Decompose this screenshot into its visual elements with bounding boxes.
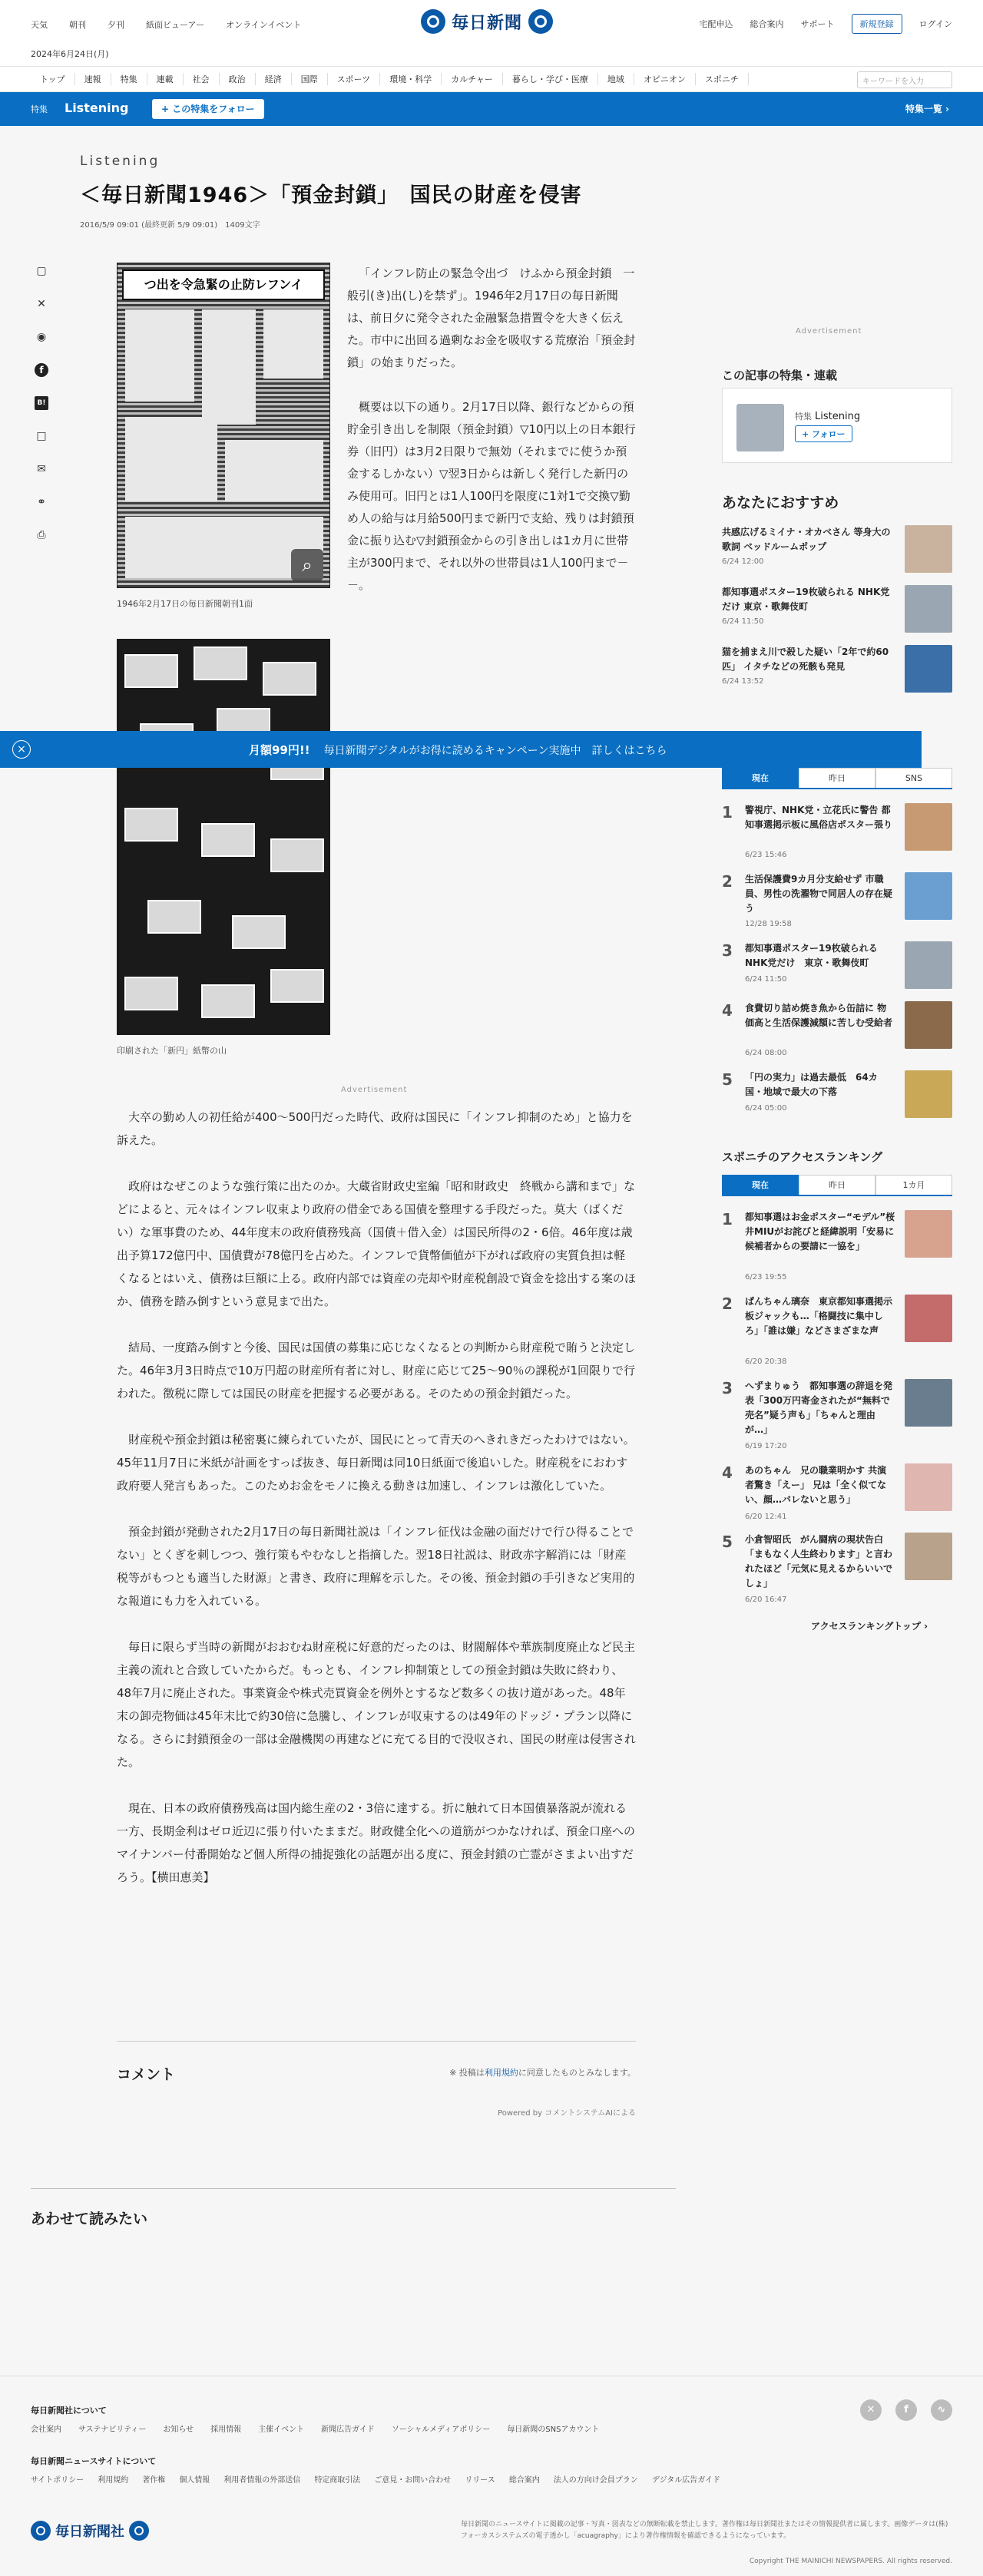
header-link-event[interactable]: オンラインイベント <box>226 20 302 30</box>
footer-link[interactable]: 個人情報 <box>179 2476 210 2485</box>
rank-number: 5 <box>722 1533 733 1551</box>
footer-site-links <box>31 2473 720 2485</box>
nav-item[interactable]: 経済 <box>256 73 292 85</box>
rank-date: 6/24 05:00 <box>745 1104 787 1113</box>
close-icon[interactable]: × <box>12 740 31 759</box>
rank-title: 食費切り詰め焼き魚から缶詰に 物価高と生活保護減額に苦しむ受給者 <box>745 1003 893 1028</box>
footer-link[interactable]: お知らせ <box>163 2426 194 2434</box>
footer-link[interactable]: 利用者情報の外部送信 <box>223 2476 301 2485</box>
recommend-item[interactable] <box>722 645 952 686</box>
footer-about-links <box>31 2422 599 2434</box>
rank-number: 4 <box>722 1001 733 1020</box>
banner-text <box>249 742 667 758</box>
share-column <box>31 264 52 542</box>
footer-link[interactable]: サイトポリシー <box>31 2476 84 2485</box>
sponichi-heading: スポニチのアクセスランキング <box>722 1150 883 1164</box>
nav-item[interactable]: 政治 <box>220 73 256 85</box>
facebook-icon[interactable]: f <box>895 2399 917 2421</box>
link-icon[interactable]: ⚭ <box>37 496 46 508</box>
comment-section <box>117 2041 636 2118</box>
rank-date: 6/23 19:55 <box>745 1273 787 1281</box>
rank-number: 1 <box>722 803 733 822</box>
footer-link[interactable]: 毎日新聞のSNSアカウント <box>507 2426 600 2434</box>
rank-thumbnail <box>905 1463 952 1511</box>
footer-link[interactable]: ソーシャルメディアポリシー <box>391 2426 491 2434</box>
recommend-title: 猫を捕まえ川で殺した疑い「2年で約60匹」 イタチなどの死骸も発見 <box>722 646 889 672</box>
logo-mark-icon <box>421 9 445 34</box>
rank-date: 6/20 16:47 <box>745 1596 787 1604</box>
rank-number: 3 <box>722 1379 733 1397</box>
site-logo[interactable] <box>421 9 553 34</box>
recommend-title: 共感広げるミイナ・オカベさん 等身大の歌詞 ベッドルームポップ <box>722 527 891 552</box>
footer-link[interactable]: 利用規約 <box>98 2476 129 2485</box>
footer-link[interactable]: 採用情報 <box>210 2426 242 2434</box>
article-body <box>117 1106 636 1912</box>
footer-legal: 毎日新聞のニュースサイトに掲載の記事・写真・図表などの無断転載を禁止します。著作権は毎日新聞社またはその情報提供者に属します。画像データは(株)フォーカスシステムズの電子透かし「acuagraphy」により著作権情報を確認できるようになっています。 <box>461 2521 948 2540</box>
footer-logo[interactable] <box>31 2521 149 2541</box>
footer-link[interactable]: 会社案内 <box>31 2426 61 2434</box>
comment-heading: コメント <box>117 2066 176 2083</box>
photo-headline: つ出を令急緊の止防レフンイ <box>122 270 325 300</box>
recommend-item[interactable] <box>722 525 952 566</box>
recommend-date: 6/24 12:00 <box>722 557 764 566</box>
feature-bar <box>0 92 983 126</box>
rank-thumbnail <box>905 1379 952 1427</box>
footer-link[interactable]: 総合案内 <box>508 2476 540 2485</box>
nav-item[interactable]: スポニチ <box>696 73 749 85</box>
header-date: 2024年6月24日(月) <box>0 43 983 66</box>
mail-icon[interactable]: ✉ <box>37 463 46 475</box>
nav-item[interactable]: カルチャー <box>442 73 503 85</box>
article-lead <box>347 263 636 619</box>
nav-item[interactable]: スポーツ <box>328 73 381 85</box>
rank-number: 3 <box>722 941 733 960</box>
recommend-item[interactable] <box>722 585 952 626</box>
rank-date: 6/20 20:38 <box>745 1357 787 1366</box>
tab-now[interactable]: 現在 <box>722 1175 799 1195</box>
tab-sns[interactable]: SNS <box>875 768 952 788</box>
nav-item[interactable]: 環境・科学 <box>380 73 442 85</box>
login-link[interactable]: ログイン <box>918 19 952 29</box>
nav-item[interactable]: トップ <box>31 73 75 85</box>
footer-about-heading: 毎日新聞社について <box>31 2406 107 2416</box>
footer-link[interactable]: ご意見・お問い合わせ <box>374 2476 452 2485</box>
rank-title: 「円の実力」は過去最低 64カ国・地域で最大の下落 <box>745 1072 878 1097</box>
comment-note <box>449 2066 636 2078</box>
body-paragraph: 大卒の勤め人の初任給が400～500円だった時代、政府は国民に「インフレ抑制のため」と協力を訴えた。 <box>117 1110 633 1147</box>
nav-item[interactable]: 暮らし・学び・医療 <box>503 73 598 85</box>
series-small-tag: 特集 <box>795 412 812 422</box>
rank-title: 警視庁、NHK党・立花氏に警告 都知事選掲示板に風俗店ポスター張り <box>745 805 893 830</box>
logo-text: 毎日新聞 <box>452 12 523 33</box>
series-label: Listening <box>80 154 161 169</box>
article-title: ＜毎日新聞1946＞「預金封鎖」 国民の財産を侵害 <box>80 184 582 207</box>
lead-paragraph: 概要は以下の通り。2月17日以降、銀行などからの預貯金引き出しを制限（預金封鎖）▽10円以上の日本銀行券（旧円）は3月2日限りで無効（それまでに使うか預金するしかない）▽翌3日からは新しく発行した新円のみ使用可。旧円とは1人100円を限度に1対1で交換▽勤め人の給与は月給500円まで新円で支給、残りは封鎖預金に振り込む▽封鎖預金からの引き出しは1カ月に世帯主が300円まで、それ以外の世帯員は1人100円まで－－。 <box>347 400 636 592</box>
article-meta: 2016/5/9 09:01 (最終更新 5/9 09:01) 1409文字 <box>80 221 260 230</box>
header-link-viewer[interactable]: 紙面ビューアー <box>146 20 205 30</box>
x-share-icon[interactable]: ✕ <box>37 298 46 310</box>
recommend-heading: あなたにおすすめ <box>722 494 839 511</box>
feature-list-link[interactable]: 特集一覧 › <box>905 104 949 114</box>
register-button[interactable]: 新規登録 <box>852 14 902 34</box>
zoom-icon[interactable]: ⌕ <box>291 549 323 581</box>
rank-number: 4 <box>722 1463 733 1482</box>
rank-date: 12/28 19:58 <box>745 920 792 928</box>
footer-link[interactable]: 主催イベント <box>258 2426 305 2434</box>
banner-subtext: 毎日新聞デジタルがお得に読めるキャンペーン実施中 詳しくはこちら <box>323 745 667 757</box>
rank-date: 6/24 11:50 <box>745 975 787 984</box>
recommend-thumbnail <box>905 525 952 573</box>
tab-yesterday[interactable]: 昨日 <box>799 768 875 788</box>
header-link-support[interactable]: サポート <box>800 19 835 29</box>
feature-title[interactable]: Listening <box>65 101 129 115</box>
rank-thumbnail <box>905 1533 952 1580</box>
recommend-date: 6/24 11:50 <box>722 617 764 626</box>
rank-title: へずまりゅう 都知事選の辞退を発表「300万円寄金されたが“無料で売名”疑う声も」「ちゃんと理由が…」 <box>745 1381 893 1435</box>
rank-thumbnail <box>905 1210 952 1258</box>
rss-icon[interactable]: ∿ <box>931 2399 952 2421</box>
read-also-heading: あわせて読みたい <box>31 2188 676 2228</box>
tab-now[interactable]: 現在 <box>722 768 799 788</box>
photo-caption: 1946年2月17日の毎日新聞朝刊1面 <box>117 599 253 609</box>
rank-thumbnail <box>905 803 952 851</box>
hatena-bookmark-icon[interactable]: B! <box>35 396 48 410</box>
body-paragraph: 政府はなぜこのような強行策に出たのか。大蔵省財政史室編「昭和財政史 終戦から講和まで」などによると、元々はインフレ収束より政府の借金である国債を整理する手段だった。莫大（ばくだい）な軍事費のため、44年度末の政府債務残高（国債＋借入金）は国民所得の2・6倍。46年度は歳出予算172億円中、国債費が78億円を占めた。インフレで貨幣価値が下がれば政府の実質負担は軽くなるとはいえ、債務は巨額に上る。政府内部では資産の売却や財産税創設で資金を捻出する案のほか、債務を踏み倒すという意見まで出た。 <box>117 1179 636 1308</box>
rank-title: 都知事選ポスター19枚破られる NHK党だけ 東京・歌舞伎町 <box>745 943 878 968</box>
header-link-evening[interactable]: 夕刊 <box>108 20 124 30</box>
rank-thumbnail <box>905 1001 952 1049</box>
rank-title: 小倉智昭氏 がん闘病の現状告白「まもなく人生終わります」と言われたほど「元気に見えるからいいでしょ」 <box>745 1534 893 1589</box>
rank-date: 6/19 17:20 <box>745 1442 787 1450</box>
global-nav <box>0 66 983 92</box>
rank-number: 1 <box>722 1210 733 1228</box>
lead-paragraph: 「インフレ防止の緊急令出づ けふから預金封鎖 一般引(き)出(し)を禁ず」。1946年2月17日の毎日新聞は、前日夕に発令された金融緊急措置令を大きく伝えた。市中に出回る過剰なお金を吸収する荒療治「預金封鎖」の始まりだった。 <box>347 266 636 369</box>
footer-link[interactable]: 特定商取引法 <box>314 2476 361 2485</box>
rank-number: 5 <box>722 1070 733 1089</box>
tab-month[interactable]: 1カ月 <box>875 1175 952 1195</box>
header-link-weather[interactable]: 天気 <box>31 20 48 30</box>
footer-logo-text: 毎日新聞社 <box>55 2524 124 2540</box>
rank-thumbnail <box>905 941 952 989</box>
series-thumbnail <box>736 404 784 451</box>
footer <box>0 2376 983 2576</box>
rank-thumbnail <box>905 1070 952 1118</box>
comment-note-prefix: ※ 投稿は <box>449 2068 485 2078</box>
chat-icon[interactable]: ◉ <box>36 331 47 343</box>
body-paragraph: 現在、日本の政府債務残高は国内総生産の2・3倍に達する。折に触れて日本国債暴落説が流れる一方、長期金利はゼロ近辺に張り付いたままだ。財政健全化への道筋がつかなければ、預金口座へのマイナンバー付番開始など個人所得の捕捉強化の話題が出る度に、預金封鎖の亡霊がさまよい出すだろう。【横田恵美】 <box>117 1801 636 1884</box>
rank-title: あのちゃん 兄の職業明かす 共演者驚き「えー」 兄は「全く似てない、顔…バレないと思う」 <box>745 1465 887 1505</box>
body-paragraph: 結局、一度踏み倒すと今後、国民は国債の募集に応じなくなるとの判断から財産税で賄うと決定した。46年3月3日時点で10万円超の財産所有者に対し、財産に応じて25～90％の課税が1回限りで行われた。徴税に際しては国民の財産を把握する必要がある。そのための預金封鎖だった。 <box>117 1341 636 1400</box>
body-paragraph: 毎日に限らず当時の新聞がおおむね財産税に好意的だったのは、財閥解体や華族制度廃止など民主主義の流れと合致していたからだ。もっとも、インフレ抑制策としての預金封鎖は失敗に終わり、48年7月に廃止された。事業資金や株式売買資金を例外とするなど数多くの抜け道があった。48年末の卸売物価は45年末比で約30倍に急騰し、インフレが収束するのは49年のドッジ・プラン以降になる。さらに封鎖預金の一部は金融機関の再建などに充てる目的で没収され、国民の財産は侵害された。 <box>117 1640 636 1769</box>
tab-yesterday[interactable]: 昨日 <box>799 1175 875 1195</box>
rank-thumbnail <box>905 872 952 920</box>
search-input[interactable]: キーワードを入力 <box>857 71 952 88</box>
x-icon[interactable]: ✕ <box>860 2399 882 2421</box>
comment-note-suffix: に同意したものとみなします。 <box>518 2068 636 2078</box>
recommend-date: 6/24 13:52 <box>722 677 764 686</box>
ad-label: Advertisement <box>796 327 862 336</box>
front-page-photo[interactable] <box>117 263 330 588</box>
footer-sns <box>860 2399 952 2421</box>
copyright: Copyright THE MAINICHI NEWSPAPERS. All rights reserved. <box>749 2558 952 2565</box>
ad-label: Advertisement <box>341 1086 408 1094</box>
nav-item[interactable]: 地域 <box>598 73 634 85</box>
nav-item[interactable]: 社会 <box>184 73 220 85</box>
logo-mark-icon <box>129 2521 149 2541</box>
nav-item[interactable]: オピニオン <box>634 73 696 85</box>
series-label-small <box>795 410 860 422</box>
rank-title: 都知事選はお金ポスター“モデル”桜井MIUがお詫びと経緯説明「安易に候補者からの要請に一協を」 <box>745 1212 895 1252</box>
body-paragraph: 財産税や預金封鎖は秘密裏に練られていたが、国民にとって青天のへきれきだったわけではない。45年11月7日に米紙が計画をすっぱ抜き、毎日新聞は同10日紙面で後追いした。財産税をにおわす政府要人発言もあった。このためお金をモノに換える動きは加速し、インフレは激化していた。 <box>117 1433 635 1493</box>
nav-item[interactable]: 速報 <box>75 73 111 85</box>
ranking-tabs <box>722 768 952 789</box>
terms-link[interactable]: 利用規約 <box>484 2068 518 2078</box>
powered-by: Powered by コメントシステムAIによる <box>498 2109 636 2118</box>
header-link-guide[interactable]: 総合案内 <box>750 19 784 29</box>
footer-link[interactable]: デジタル広告ガイド <box>651 2476 720 2485</box>
recommend-title: 都知事選ポスター19枚破られる NHK党だけ 東京・歌舞伎町 <box>722 587 890 612</box>
logo-mark-icon <box>528 9 553 34</box>
nav-item[interactable]: 連載 <box>147 73 184 85</box>
banner-headline: 月額99円!! <box>249 743 310 757</box>
header <box>0 0 983 43</box>
rank-title: ぱんちゃん璃奈 東京都知事選掲示板ジャックも…「格闘技に集中しろ」「誰は嫌」などさまざまな声 <box>745 1296 893 1336</box>
footer-link[interactable]: サステナビリティー <box>78 2426 147 2434</box>
nav-item[interactable]: 国際 <box>292 73 328 85</box>
footer-link[interactable]: リリース <box>465 2476 495 2485</box>
rank-title: 生活保護費9カ月分支給せず 市職員、男性の洗濯物で同居人の存在疑う <box>745 874 893 914</box>
photo-caption: 印刷された「新円」紙幣の山 <box>117 1046 227 1056</box>
rank-date: 6/20 12:41 <box>745 1513 787 1521</box>
nav-item[interactable]: 特集 <box>111 73 147 85</box>
footer-site-heading: 毎日新聞ニュースサイトについて <box>31 2456 157 2466</box>
bills-photo[interactable] <box>117 639 330 1035</box>
footer-link[interactable]: 法人の方向け会員プラン <box>553 2476 638 2485</box>
header-link-delivery[interactable]: 宅配申込 <box>699 19 733 29</box>
facebook-icon[interactable]: f <box>35 363 48 377</box>
footer-link[interactable]: 著作権 <box>142 2476 166 2485</box>
comment-icon[interactable]: ▢ <box>36 265 47 277</box>
access-ranking-link[interactable]: アクセスランキングトップ › <box>811 1621 928 1632</box>
series-box-heading: この記事の特集・連載 <box>722 369 838 382</box>
series-follow-button[interactable]: + フォロー <box>795 425 852 442</box>
sponichi-tabs <box>722 1175 952 1196</box>
recommend-thumbnail <box>905 585 952 633</box>
rank-thumbnail <box>905 1295 952 1342</box>
bookmark-icon[interactable]: □ <box>36 430 47 442</box>
feature-tag: 特集 <box>31 104 48 114</box>
recommend-thumbnail <box>905 645 952 693</box>
rank-date: 6/24 08:00 <box>745 1049 787 1057</box>
series-name: Listening <box>815 411 861 422</box>
header-right-links <box>700 14 952 34</box>
series-card[interactable] <box>722 388 952 463</box>
campaign-banner[interactable] <box>0 731 922 768</box>
body-paragraph: 預金封鎖が発動された2月17日の毎日新聞社説は「インフレ征伐は金融の面だけで行ひ得ることでない」とくぎを刺しつつ、強行策もやむなしと指摘した。翌18日社説は、財政赤字解消には「財産税等がもつとも適当した財源」と書き、政府に理解を示した。その後、預金封鎖の手引きなど実用的な報道にも力を入れている。 <box>117 1525 635 1608</box>
rank-date: 6/23 15:46 <box>745 851 787 859</box>
rank-number: 2 <box>722 1295 733 1313</box>
logo-mark-icon <box>31 2521 51 2541</box>
print-icon[interactable]: ⎙ <box>37 529 46 541</box>
follow-feature-button[interactable]: + この特集をフォロー <box>152 99 264 119</box>
header-link-morning[interactable]: 朝刊 <box>69 20 86 30</box>
header-left-links <box>31 18 301 31</box>
rank-number: 2 <box>722 872 733 891</box>
footer-link[interactable]: 新聞広告ガイド <box>321 2426 375 2434</box>
